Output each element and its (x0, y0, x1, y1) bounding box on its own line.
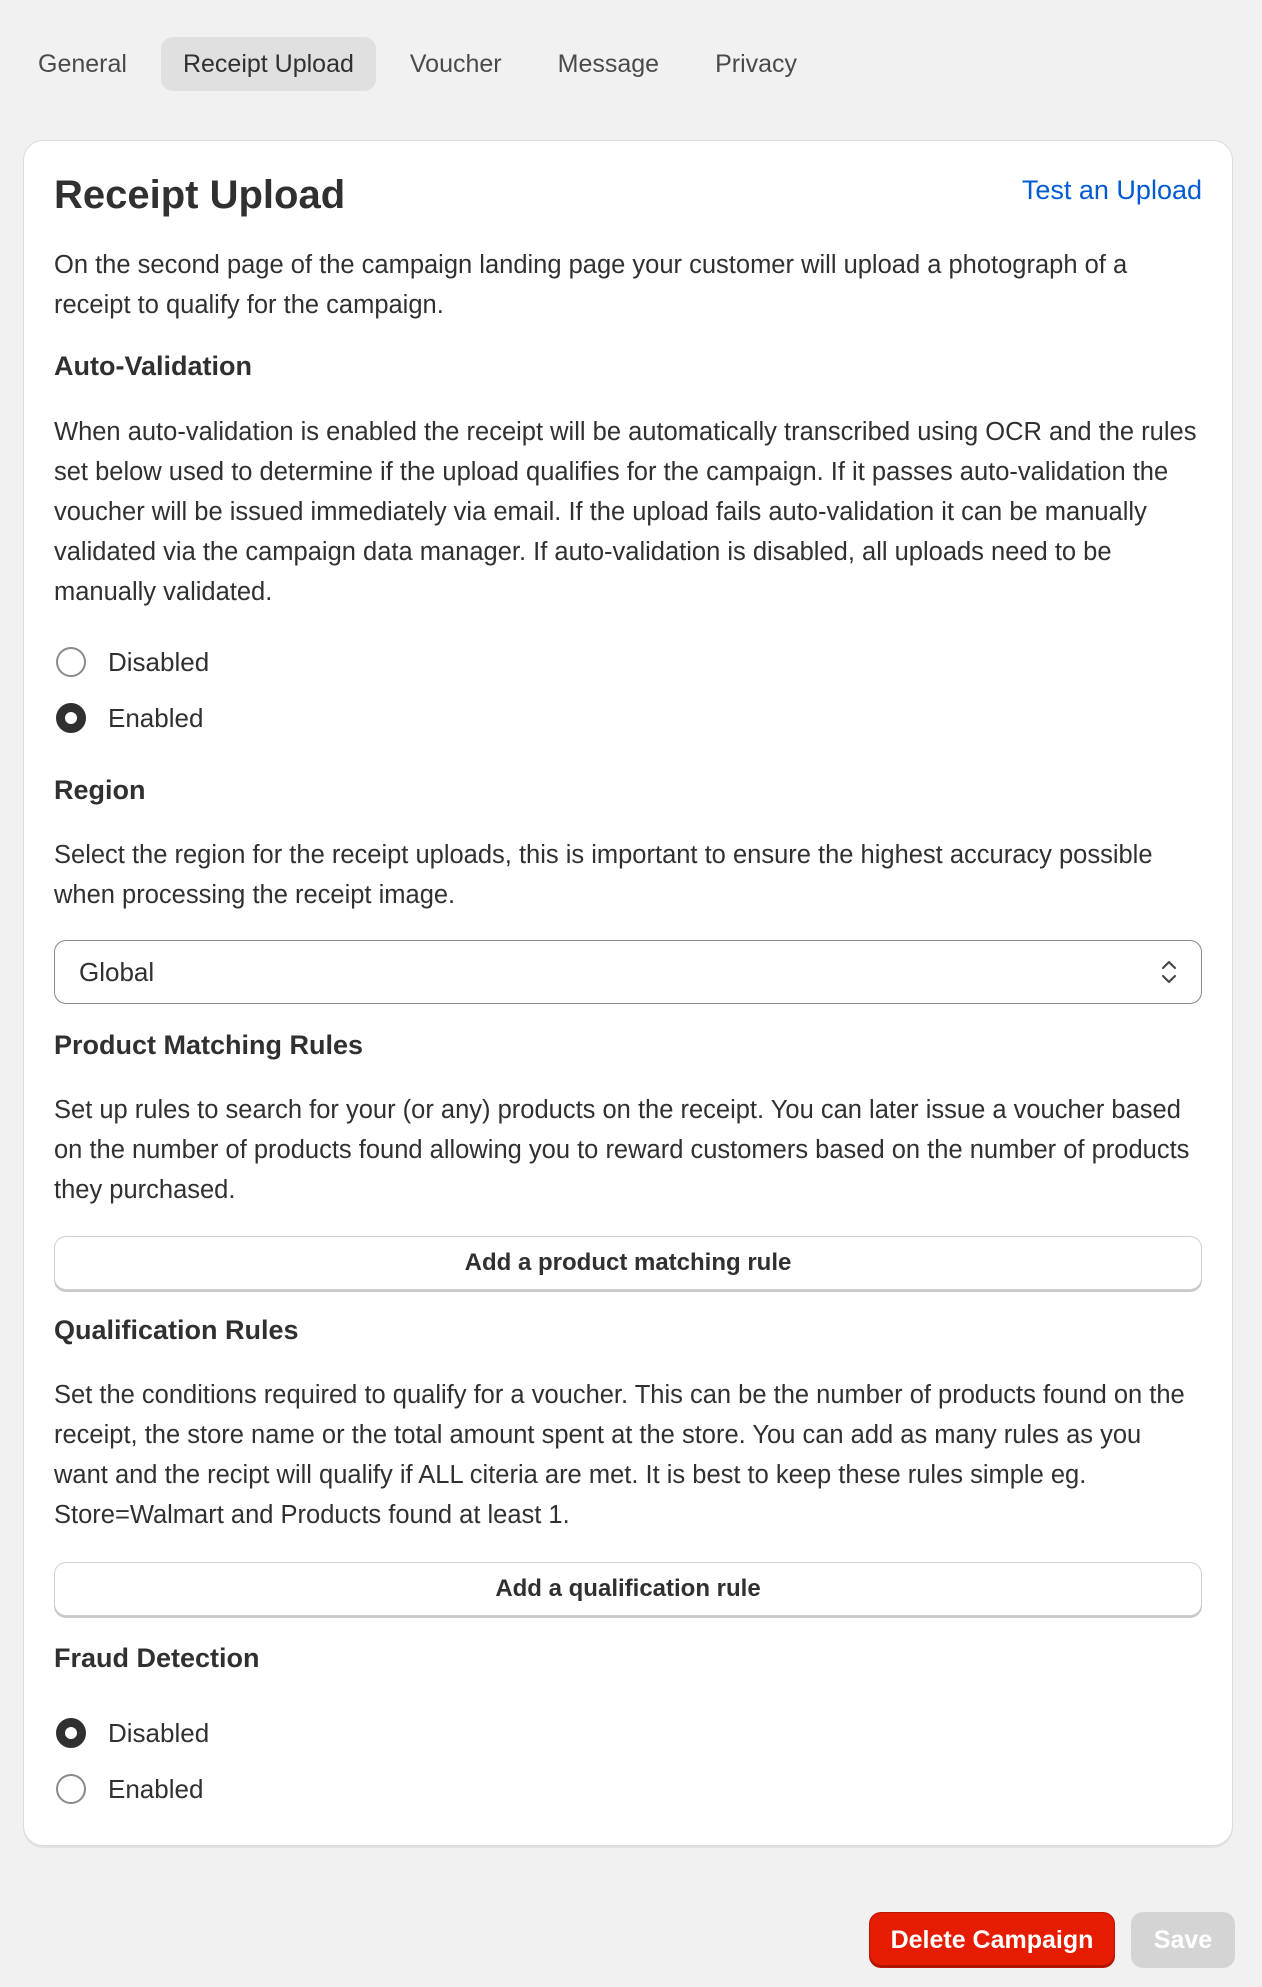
radio-label: Enabled (108, 702, 204, 733)
radio-label: Disabled (108, 1717, 210, 1748)
region-select[interactable] (54, 940, 1202, 1004)
radio-label: Enabled (108, 1773, 204, 1804)
test-upload-link[interactable]: Test an Upload (1021, 175, 1202, 205)
tab-privacy[interactable]: Privacy (715, 49, 798, 78)
fraud-detection-disabled-radio[interactable] (56, 1716, 209, 1750)
radio-label: Disabled (108, 646, 210, 677)
auto-validation-disabled-radio[interactable] (56, 645, 209, 679)
select-chevrons-icon (1159, 956, 1179, 988)
product-matching-heading: Product Matching Rules (54, 1030, 364, 1060)
intro-text: On the second page of the campaign landing page your customer will upload a photograph of a receipt to qualify for the campaign. (54, 251, 1128, 319)
tab-bar (16, 37, 831, 91)
add-qualification-rule-button[interactable]: Add a qualification rule (54, 1562, 1202, 1616)
tab-message[interactable]: Message (557, 49, 660, 78)
region-description: Select the region for the receipt uploads, this is important to ensure the highest accuracy possible when processing the receipt image. (54, 841, 1153, 909)
qualification-heading: Qualification Rules (54, 1315, 299, 1345)
tab-voucher[interactable]: Voucher (409, 49, 502, 78)
card-title: Receipt Upload (54, 173, 346, 217)
radio-circle-checked (56, 1718, 86, 1748)
save-button[interactable]: Save (1131, 1912, 1235, 1968)
region-heading: Region (54, 775, 146, 805)
auto-validation-description: When auto-validation is enabled the receipt will be automatically transcribed using OCR and the rules set below used to determine if the upload qualifies for the campaign. If it passes auto-validation the voucher will be issued immediately via email. If the upload fails auto-validation it can be manually validated via the campaign data manager. If auto-validation is disabled, all uploads need to be manually validated. (54, 418, 1197, 606)
radio-circle-checked (56, 703, 86, 733)
qualification-description: Set the conditions required to qualify for a voucher. This can be the number of products found on the receipt, the store name or the total amount spent at the store. You can add as many rules as you want and the recipt will qualify if ALL citeria are met. It is best to keep these rules simple eg. Store=Walmart and Products found at least 1. (54, 1381, 1185, 1529)
fraud-detection-enabled-radio[interactable] (56, 1772, 203, 1806)
auto-validation-enabled-radio[interactable] (56, 701, 203, 735)
radio-circle (56, 647, 86, 677)
tab-receipt-upload[interactable]: Receipt Upload (161, 37, 376, 91)
product-matching-description: Set up rules to search for your (or any) products on the receipt. You can later issue a voucher based on the number of products found allowing you to reward customers based on the number of products they purchased. (54, 1096, 1190, 1204)
fraud-detection-heading: Fraud Detection (54, 1643, 260, 1673)
auto-validation-heading: Auto-Validation (54, 351, 252, 381)
receipt-upload-card (23, 140, 1233, 1846)
region-select-value: Global (79, 956, 155, 987)
add-product-matching-rule-button[interactable]: Add a product matching rule (54, 1236, 1202, 1290)
tab-general[interactable]: General (38, 49, 127, 78)
radio-circle (56, 1774, 86, 1804)
delete-campaign-button[interactable]: Delete Campaign (869, 1912, 1115, 1968)
